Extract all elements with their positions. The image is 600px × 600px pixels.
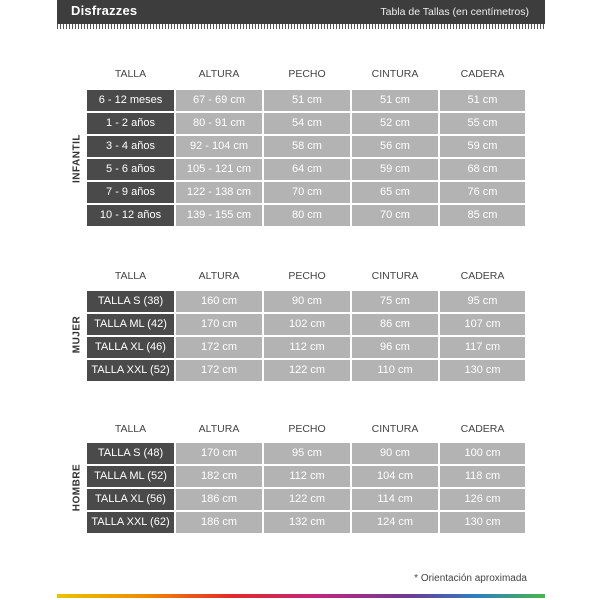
col-header-cintura: CINTURA bbox=[371, 270, 419, 282]
rainbow-footer-bar bbox=[57, 594, 545, 598]
altura-cell: 105 - 121 cm bbox=[176, 159, 262, 180]
size-cell: TALLA XL (46) bbox=[87, 337, 174, 358]
cadera-cell: 107 cm bbox=[440, 314, 525, 335]
column-headers bbox=[87, 421, 525, 439]
col-header-pecho: PECHO bbox=[288, 423, 326, 435]
cintura-cell: 65 cm bbox=[352, 182, 438, 203]
section-label-infantil: INFANTIL bbox=[71, 134, 83, 183]
cadera-cell: 68 cm bbox=[440, 159, 525, 180]
size-cell: 6 - 12 meses bbox=[87, 90, 174, 111]
col-header-talla: TALLA bbox=[114, 68, 147, 80]
table-row bbox=[87, 291, 525, 312]
altura-cell: 186 cm bbox=[176, 489, 262, 510]
altura-cell: 92 - 104 cm bbox=[176, 136, 262, 157]
size-cell: 7 - 9 años bbox=[87, 182, 174, 203]
table-row bbox=[87, 136, 525, 157]
size-cell: TALLA ML (52) bbox=[87, 466, 174, 487]
cintura-cell: 52 cm bbox=[352, 113, 438, 134]
size-cell: 10 - 12 años bbox=[87, 205, 174, 226]
size-cell: TALLA S (48) bbox=[87, 443, 174, 464]
size-cell: 5 - 6 años bbox=[87, 159, 174, 180]
pecho-cell: 95 cm bbox=[264, 443, 350, 464]
section-label-hombre: HOMBRE bbox=[71, 463, 83, 512]
altura-cell: 122 - 138 cm bbox=[176, 182, 262, 203]
col-header-pecho: PECHO bbox=[288, 270, 326, 282]
cintura-cell: 90 cm bbox=[352, 443, 438, 464]
cintura-cell: 56 cm bbox=[352, 136, 438, 157]
cadera-cell: 100 cm bbox=[440, 443, 525, 464]
cintura-cell: 124 cm bbox=[352, 512, 438, 533]
cintura-cell: 59 cm bbox=[352, 159, 438, 180]
altura-cell: 172 cm bbox=[176, 337, 262, 358]
size-cell: TALLA XXL (62) bbox=[87, 512, 174, 533]
cadera-cell: 130 cm bbox=[440, 360, 525, 381]
size-cell: 1 - 2 años bbox=[87, 113, 174, 134]
col-header-cadera: CADERA bbox=[460, 68, 505, 80]
table-row bbox=[87, 159, 525, 180]
cintura-cell: 114 cm bbox=[352, 489, 438, 510]
table-row bbox=[87, 205, 525, 226]
cintura-cell: 96 cm bbox=[352, 337, 438, 358]
altura-cell: 170 cm bbox=[176, 443, 262, 464]
pecho-cell: 112 cm bbox=[264, 337, 350, 358]
cintura-cell: 104 cm bbox=[352, 466, 438, 487]
brand-logo: Disfrazzes bbox=[71, 3, 138, 18]
cintura-cell: 75 cm bbox=[352, 291, 438, 312]
column-headers bbox=[87, 268, 525, 286]
cadera-cell: 95 cm bbox=[440, 291, 525, 312]
size-cell: 3 - 4 años bbox=[87, 136, 174, 157]
col-header-talla: TALLA bbox=[114, 423, 147, 435]
altura-cell: 67 - 69 cm bbox=[176, 90, 262, 111]
pecho-cell: 70 cm bbox=[264, 182, 350, 203]
altura-cell: 172 cm bbox=[176, 360, 262, 381]
header-bar bbox=[57, 0, 545, 24]
cadera-cell: 126 cm bbox=[440, 489, 525, 510]
cintura-cell: 110 cm bbox=[352, 360, 438, 381]
col-header-pecho: PECHO bbox=[288, 68, 326, 80]
pecho-cell: 90 cm bbox=[264, 291, 350, 312]
table-row bbox=[87, 466, 525, 487]
col-header-cadera: CADERA bbox=[460, 270, 505, 282]
size-cell: TALLA S (38) bbox=[87, 291, 174, 312]
col-header-cintura: CINTURA bbox=[371, 423, 419, 435]
altura-cell: 182 cm bbox=[176, 466, 262, 487]
table-row bbox=[87, 337, 525, 358]
cadera-cell: 118 cm bbox=[440, 466, 525, 487]
size-cell: TALLA XXL (52) bbox=[87, 360, 174, 381]
altura-cell: 160 cm bbox=[176, 291, 262, 312]
footnote: * Orientación aproximada bbox=[414, 573, 527, 584]
table-row bbox=[87, 314, 525, 335]
cadera-cell: 130 cm bbox=[440, 512, 525, 533]
table-row bbox=[87, 182, 525, 203]
col-header-cadera: CADERA bbox=[460, 423, 505, 435]
cadera-cell: 76 cm bbox=[440, 182, 525, 203]
cadera-cell: 55 cm bbox=[440, 113, 525, 134]
altura-cell: 170 cm bbox=[176, 314, 262, 335]
altura-cell: 139 - 155 cm bbox=[176, 205, 262, 226]
table-row bbox=[87, 90, 525, 111]
pecho-cell: 51 cm bbox=[264, 90, 350, 111]
cintura-cell: 70 cm bbox=[352, 205, 438, 226]
cadera-cell: 59 cm bbox=[440, 136, 525, 157]
section-label-mujer: MUJER bbox=[71, 315, 83, 354]
pecho-cell: 64 cm bbox=[264, 159, 350, 180]
ruler-decoration bbox=[57, 24, 545, 29]
cintura-cell: 86 cm bbox=[352, 314, 438, 335]
col-header-altura: ALTURA bbox=[198, 68, 240, 80]
col-header-altura: ALTURA bbox=[198, 270, 240, 282]
col-header-talla: TALLA bbox=[114, 270, 147, 282]
col-header-altura: ALTURA bbox=[198, 423, 240, 435]
pecho-cell: 80 cm bbox=[264, 205, 350, 226]
table-row bbox=[87, 360, 525, 381]
col-header-cintura: CINTURA bbox=[371, 68, 419, 80]
pecho-cell: 102 cm bbox=[264, 314, 350, 335]
pecho-cell: 54 cm bbox=[264, 113, 350, 134]
altura-cell: 186 cm bbox=[176, 512, 262, 533]
cadera-cell: 85 cm bbox=[440, 205, 525, 226]
table-row bbox=[87, 512, 525, 533]
cadera-cell: 117 cm bbox=[440, 337, 525, 358]
table-row bbox=[87, 489, 525, 510]
table-row bbox=[87, 443, 525, 464]
cintura-cell: 51 cm bbox=[352, 90, 438, 111]
pecho-cell: 58 cm bbox=[264, 136, 350, 157]
column-headers bbox=[87, 66, 525, 84]
cadera-cell: 51 cm bbox=[440, 90, 525, 111]
pecho-cell: 122 cm bbox=[264, 360, 350, 381]
table-row bbox=[87, 113, 525, 134]
page-title: Tabla de Tallas (en centímetros) bbox=[380, 6, 529, 18]
size-cell: TALLA XL (56) bbox=[87, 489, 174, 510]
size-cell: TALLA ML (42) bbox=[87, 314, 174, 335]
pecho-cell: 122 cm bbox=[264, 489, 350, 510]
altura-cell: 80 - 91 cm bbox=[176, 113, 262, 134]
pecho-cell: 132 cm bbox=[264, 512, 350, 533]
pecho-cell: 112 cm bbox=[264, 466, 350, 487]
